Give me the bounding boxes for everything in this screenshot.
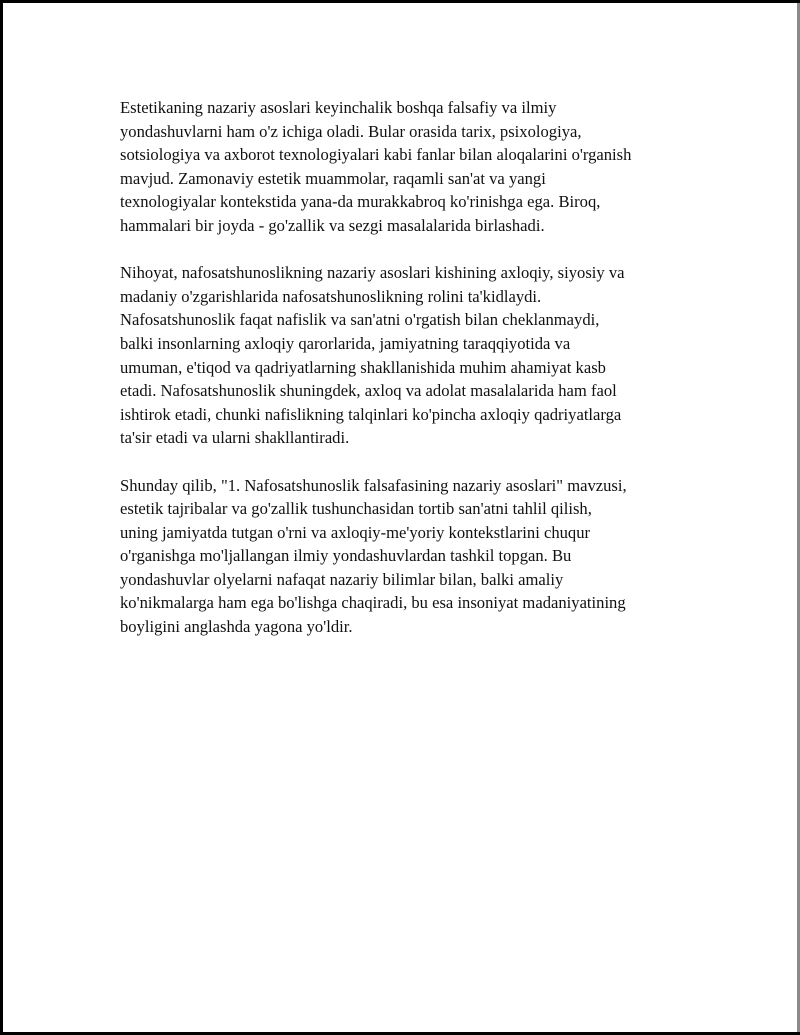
document-body	[120, 96, 710, 662]
paragraph-3: Shunday qilib, "1. Nafosatshunoslik falsafasining nazariy asoslari" mavzusi, estetik tajribalar va go'zallik tushunchasidan tortib san'atni tahlil qilish, uning jamiyatda tutgan o'rni va axloqiy-me'yoriy kontekstlarini chuqur o'rganishga mo'ljallangan ilmiy yondashuvlardan tashkil topgan. Bu yondashuvlar olyelarni nafaqat nazariy bilimlar bilan, balki amaliy ko'nikmalarga ham ega bo'lishga chaqiradi, bu esa insoniyat madaniyatining boyligini anglashda yagona yo'ldir.	[120, 475, 627, 637]
paragraph-2: Nihoyat, nafosatshunoslikning nazariy asoslari kishining axloqiy, siyosiy va madaniy o'zgarishlarida nafosatshunoslikning rolini ta'kidlaydi. Nafosatshunoslik faqat nafislik va san'atni o'rgatish bilan cheklanmaydi, balki insonlarning axloqiy qarorlarida, jamiyatning taraqqiyotida va umuman, e'tiqod va qadriyatlarning shakllanishida muhim ahamiyat kasb etadi. Nafosatshunoslik shuningdek, axloq va adolat masalalarida ham faol ishtirok etadi, chunki nafislikning talqinlari ko'pincha axloqiy qadriyatlarga ta'sir etadi va ularni shakllantiradi.	[120, 263, 625, 448]
paragraph-1: Estetikaning nazariy asoslari keyinchalik boshqa falsafiy va ilmiy yondashuvlarni ham o'z ichiga oladi. Bular orasida tarix, psixologiya, sotsiologiya va axborot texnologiyalari kabi fanlar bilan aloqalarini o'rganish mavjud. Zamonaviy estetik muammolar, raqamli san'at va yangi texnologiyalar kontekstida yana-da murakkabroq ko'rinishga ega. Biroq, hammalari bir joyda - go'zallik va sezgi masalalarida birlashadi.	[120, 98, 632, 235]
